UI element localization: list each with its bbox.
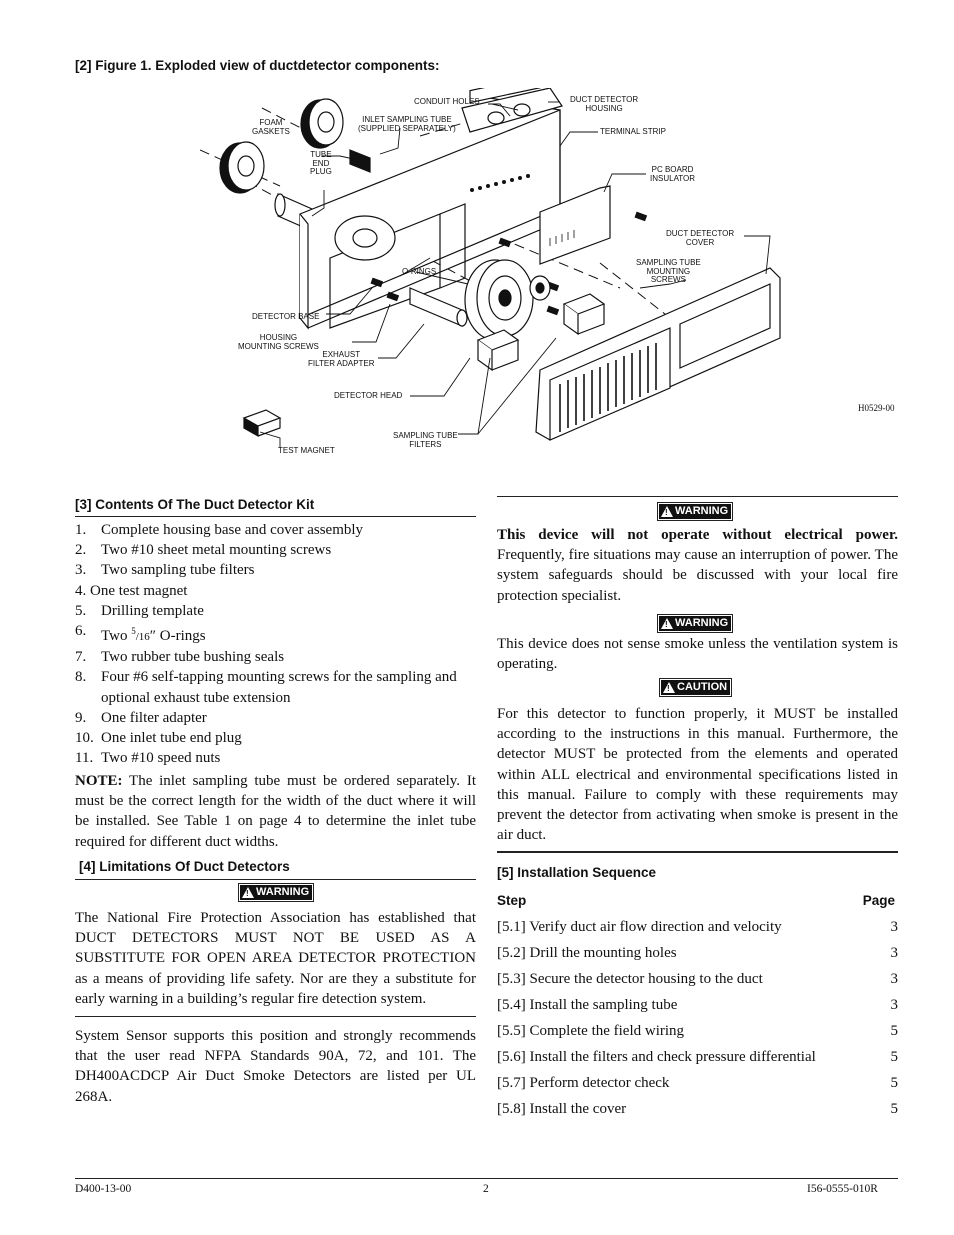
label-line: GASKETS [252,126,290,136]
step-page: 5 [890,1075,898,1091]
install-heading: [5] Installation Sequence [497,865,657,880]
label-detector-head: DETECTOR HEAD [334,391,403,400]
limitations-heading-rule [75,879,476,880]
badge-label: WARNING [256,886,310,898]
warning-badge [238,883,314,902]
note-text: The inlet sampling tube must be ordered separately. It must be the correct length for the width of the duct where it will be installed. See Table 1 on page 4 to determine the inlet tube required for different duct widths. [75,773,476,850]
step-label: [5.3] Secure the detector housing to the duct [497,971,763,987]
kit-heading-rule [75,516,476,517]
limitations-paragraph-2: System Sensor supports this position and strongly recommends that the user read NFPA Standards 90A, 72, and 101. The DH400ACDCP Air Duct Smoke Detectors are listed per UL 268A. [75,1028,476,1105]
right-top-rule [497,496,898,497]
table-row [497,1021,898,1047]
kit-heading: [3] Contents Of The Duct Detector Kit [75,497,315,512]
item-number: 3. [75,562,87,579]
label-test-magnet: TEST MAGNET [278,446,335,455]
label-detector-base: DETECTOR BASE [252,312,320,321]
label-housing-mounting-screws [238,334,319,351]
note-label: NOTE: [75,773,123,789]
label-foam-gaskets [252,119,290,136]
figure-title: [2] Figure 1. Exploded view of ductdetector components: [75,58,440,73]
list-item [75,540,476,560]
item-number: 1. [75,522,87,538]
caution-triangle-icon: ! [663,682,675,693]
item-number: 11. [75,750,94,767]
caution-badge [659,678,732,697]
label-line: END [312,158,330,168]
list-item [75,520,476,540]
label-line: FOAM [259,118,283,127]
list-item [75,601,476,621]
item-text: Two #10 sheet metal mounting screws [101,542,332,559]
col-step-header: Step [497,893,527,908]
label-line: (SUPPLIED SEPARATELY) [358,123,456,133]
item-number: 2. [75,542,87,559]
list-item [75,748,476,768]
warning-triangle-icon: ! [661,618,673,629]
label-line: INLET SAMPLING TUBE [362,115,452,124]
table-row [497,1099,898,1125]
fraction-numerator: 5 [131,626,136,637]
label-line: HOUSING [259,333,298,342]
steps-header-row [497,891,898,917]
item-text: Drilling template [101,602,204,619]
label-line: DUCT DETECTOR [570,95,639,104]
sampling-tube-filter-1 [564,294,604,334]
step-label: [5.1] Verify duct air flow direction and velocity [497,919,782,935]
label-line: SCREWS [650,275,686,284]
label-line: COVER [685,237,715,247]
table-row [497,1047,898,1073]
step-page: 5 [890,1049,898,1065]
install-top-rule [497,851,898,853]
table-row [497,969,898,995]
label-tube-end-plug [310,151,332,177]
label-line: DUCT DETECTOR [666,229,735,238]
item-text-post: ″ O-rings [149,628,206,645]
footer-doc-code: D400-13-00 [75,1183,132,1195]
badge-label: WARNING [675,617,729,629]
step-label: [5.2] Drill the mounting holes [497,945,677,961]
step-page: 5 [890,1023,898,1039]
table-row [497,995,898,1021]
list-item [75,581,476,601]
table-row [497,917,898,943]
table-row [497,943,898,969]
warning-badge [657,614,733,633]
step-page: 5 [890,1101,898,1117]
detector-head [465,260,533,340]
warning-2-text: This device does not sense smoke unless the ventilation system is operating. [497,636,898,673]
item-text: One test magnet [90,582,188,599]
step-label: [5.4] Install the sampling tube [497,997,678,1013]
list-item [75,647,476,667]
list-item [75,728,476,748]
table-row [497,1073,898,1099]
item-text-pre: Two [101,628,132,645]
label-inlet-sampling-tube [358,116,456,133]
item-text: Four #6 self-tapping mounting screws for the sampling and optional exhaust tube extension [101,669,457,706]
foam-gasket-left [220,142,264,193]
step-label: [5.8] Install the cover [497,1101,627,1117]
step-page: 3 [890,919,898,935]
test-magnet [244,410,280,436]
item-number: 5. [75,602,87,619]
step-page: 3 [890,997,898,1013]
kit-note [75,771,476,852]
exploded-view-drawing [200,88,910,468]
label-pc-board-insulator [650,166,695,183]
label-line: PLUG [310,167,332,176]
col-page-header: Page [862,893,895,908]
step-page: 3 [890,945,898,961]
label-conduit-holes: CONDUIT HOLES [414,97,480,106]
label-sampling-tube-mounting-screws [636,259,701,285]
drawing-code: H0529-00 [858,403,895,413]
label-line: MOUNTING [646,266,691,276]
badge-label: WARNING [675,505,729,517]
warning-triangle-icon: ! [661,506,673,517]
item-number: 6. [75,623,87,640]
label-line: SAMPLING TUBE [636,258,701,267]
install-steps-table [497,891,898,1125]
footer-page-number: 2 [483,1183,489,1195]
label-line: MOUNTING SCREWS [238,341,319,351]
item-number: 8. [75,669,87,686]
label-line: EXHAUST [322,350,361,359]
limitations-divider [75,1016,476,1017]
exploded-view-figure [200,88,910,468]
warning-triangle-icon: ! [242,887,254,898]
item-number: 4. [75,582,87,599]
label-line: FILTERS [409,439,442,449]
label-exhaust-filter-adapter [308,351,375,368]
label-line: TUBE [310,150,332,159]
item-text: Two rubber tube bushing seals [101,649,285,666]
badge-label: CAUTION [677,681,728,693]
item-text: One inlet tube end plug [101,730,242,747]
label-o-rings: O-RINGS [402,267,437,276]
step-page: 3 [890,971,898,987]
step-label: [5.7] Perform detector check [497,1075,670,1091]
item-text: Two #10 speed nuts [101,750,221,767]
list-item [75,708,476,728]
step-label: [5.5] Complete the field wiring [497,1023,685,1039]
item-text: Complete housing base and cover assembly [101,522,364,538]
list-item [75,667,476,707]
item-number: 10. [75,730,94,747]
label-terminal-strip: TERMINAL STRIP [600,127,666,136]
label-line: HOUSING [585,103,623,113]
label-duct-detector-housing [570,96,638,113]
label-line: INSULATOR [650,173,696,183]
warning-1-body: Frequently, fire situations may cause an interruption of power. The system safeguards should be discussed with your local fire protection specialist. [497,547,898,604]
limitations-paragraph-1: The National Fire Protection Association has established that DUCT DETECTORS MUST NOT BE USED AS A SUBSTITUTE FOR OPEN AREA DETECTOR PROTECTION as a means of providing life safety. Nor are they a substitute for early warning in a building’s regular fire detection system. [75,910,476,1007]
fraction-denominator: /16 [135,631,150,644]
label-line: PC BOARD [651,165,694,174]
item-number: 9. [75,709,87,726]
kit-list [75,520,476,768]
label-duct-detector-cover [666,230,734,247]
duct-detector-cover [536,268,780,440]
label-sampling-tube-filters [393,432,458,449]
footer-part-number: I56-0555-010R [807,1183,878,1195]
footer-rule [75,1178,898,1179]
step-label: [5.6] Install the filters and check pressure differential [497,1049,816,1065]
warning-badge [657,502,733,521]
warning-1-bold: This device will not operate without electrical power. [497,527,898,543]
limitations-heading: [4] Limitations Of Duct Detectors [79,859,290,874]
item-text: Two sampling tube filters [101,562,255,579]
list-item [75,621,476,647]
list-item [75,560,476,580]
item-text: One filter adapter [101,709,207,726]
foam-gasket-right [301,99,343,148]
label-line: SAMPLING TUBE [393,431,458,440]
caution-text: For this detector to function properly, it MUST be installed according to the instructions in this manual. Furthermore, the detector MUST be protected from the elements and operated within ALL electrical and environmental specifications listed in this manual. Failure to comply with these requirements may prevent the detector from activating when smoke is present in the air duct. [497,706,898,844]
warning-1-text [497,525,898,606]
item-number: 7. [75,649,87,666]
label-line: FILTER ADAPTER [308,358,375,368]
